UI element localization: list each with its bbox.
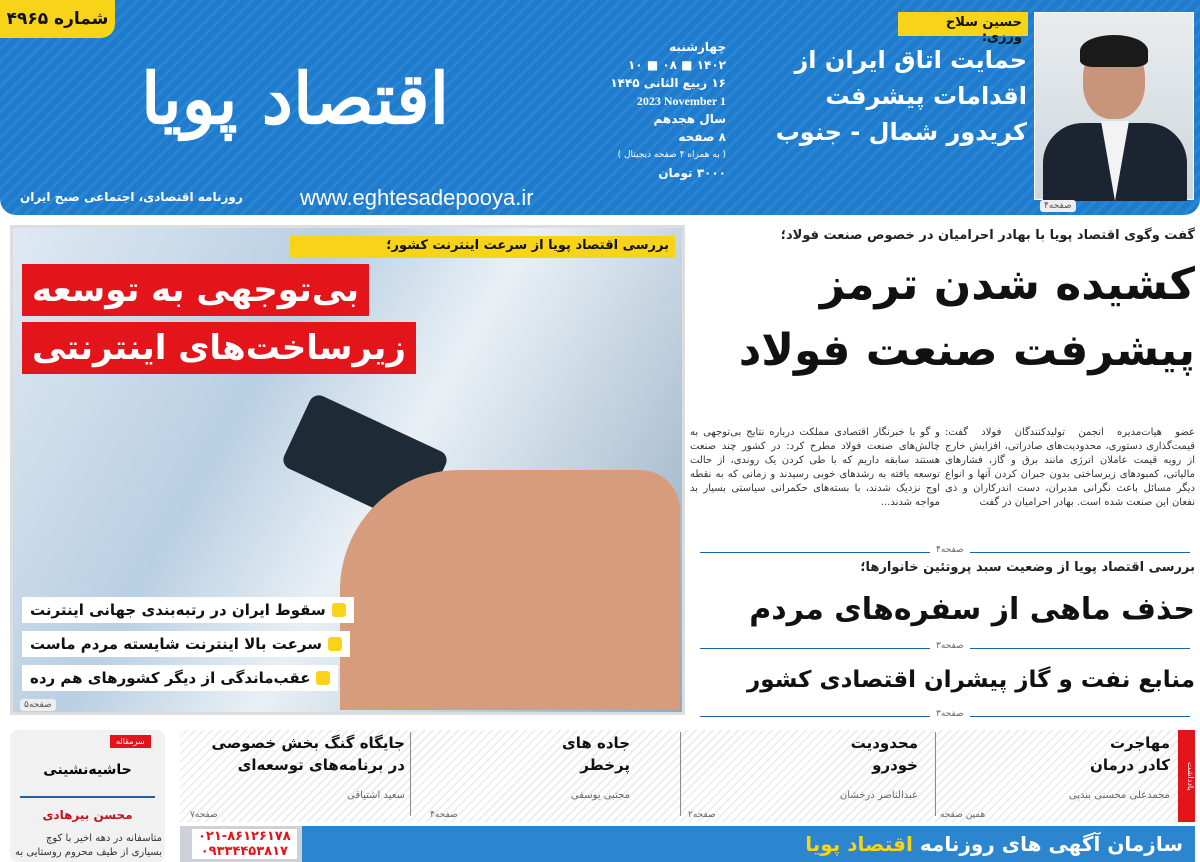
note-item[interactable]: [688, 732, 918, 820]
ad-phone: ۰۲۱-۸۶۱۲۶۱۷۸: [198, 829, 291, 844]
ad-title: [805, 832, 1183, 856]
editorial-author: محسن بیرهادی: [42, 808, 133, 822]
story3-headline[interactable]: منابع نفت و گاز پیشران اقتصادی کشور: [747, 667, 1195, 693]
body-column: عضو هیات‌مدیره انجمن تولیدکنندگان فولاد گفت: قیمت‌گذاری دستوری، محدودیت‌های صادراتی، افزایش خارج از رویه قیمت عاملان انرژی مانند برق و گاز، فشارهای مالیاتی، کمبودهای زیرساختی بدون جبران کردن آنها و انواع دیگر مسائل باعث نگرانی مدیران، دست اندرکاران و ذی نفعان این صنعت شده است. بهادر احرامیان در گفت: [945, 427, 1195, 508]
price: ۳۰۰۰ تومان: [658, 166, 726, 180]
hands-image: [340, 470, 680, 710]
image-story-kicker: بررسی اقتصاد پویا از سرعت اینترنت کشور؛: [290, 236, 675, 258]
editorial-tag: سرمقاله: [110, 735, 151, 748]
bullet-text: سرعت بالا اینترنت شایسته مردم ماست: [30, 635, 322, 653]
bullet-icon: [316, 671, 330, 685]
issue-number: شماره ۴۹۶۵: [0, 0, 115, 38]
weekday: چهارشنبه: [669, 40, 726, 54]
bullet-item: [22, 665, 338, 691]
notes-tag: یادداشت: [1178, 730, 1195, 822]
divider: [680, 732, 681, 816]
bullet-icon: [332, 603, 346, 617]
image-story-headline-1[interactable]: بی‌توجهی به توسعه: [22, 264, 369, 316]
note-item[interactable]: [940, 732, 1170, 820]
divider: [20, 796, 155, 798]
tagline: روزنامه اقتصادی، اجتماعی صبح ایران: [20, 190, 243, 204]
divider: [935, 732, 936, 816]
ad-brand: اقتصاد پویا: [805, 832, 913, 856]
digital-pages: ( به همراه ۴ صفحه دیجیتال ): [617, 150, 726, 160]
divider: [700, 545, 1190, 555]
ad-banner[interactable]: [180, 826, 1195, 862]
note-item[interactable]: [190, 732, 405, 820]
story2-kicker: بررسی اقتصاد پویا از وضعیت سبد پروتئین خانوارها؛: [860, 560, 1195, 575]
page-ref: صفحه۳: [930, 709, 970, 719]
page-ref: صفحه۴: [930, 545, 970, 555]
main-headline[interactable]: کشیده شدن ترمز پیشرفت صنعت فولاد: [738, 259, 1195, 376]
newspaper-logo: اقتصاد پویا: [140, 57, 450, 140]
note-title: مهاجرت کادر درمان: [1090, 734, 1170, 774]
ad-title-prefix: سازمان آگهی های روزنامه: [919, 832, 1183, 856]
editorial-title[interactable]: حاشیه‌نشینی: [43, 762, 132, 778]
date-solar: ۱۴۰۲ ■ ۰۸ ■ ۱۰: [627, 58, 726, 72]
date-gregorian: 2023 November 1: [636, 94, 726, 108]
note-title: جایگاه گنگ بخش خصوصی در برنامه‌های توسعه‌ای: [211, 734, 405, 774]
ad-phone: ۰۹۳۳۴۴۵۳۸۱۷: [200, 844, 288, 859]
ad-phones: [192, 829, 297, 859]
page-ref: صفحه۵: [20, 699, 56, 711]
editorial-text: متاسفانه در دهه اخیر با کوچ بسیاری از طیف محروم روستایی به: [15, 833, 162, 858]
page-ref: صفحه۴: [430, 810, 458, 820]
bullet-item: [22, 597, 354, 623]
note-author: محمدعلی محسنی بندپی: [1068, 790, 1170, 801]
top-story-kicker: حسین سلاح ورزی:: [898, 12, 1028, 36]
bullet-text: عقب‌ماندگی از دیگر کشورهای هم رده: [30, 669, 311, 687]
note-title: محدودیت خودرو: [850, 734, 918, 774]
note-author: سعید اشتیاقی: [346, 790, 405, 801]
main-story-kicker: گفت وگوی اقتصاد پویا با بهادر احرامیان در خصوص صنعت فولاد؛: [780, 228, 1195, 243]
divider: [700, 709, 1190, 719]
page-ref: صفحه۲: [688, 810, 716, 820]
page-ref: صفحه۴: [1040, 200, 1076, 212]
note-author: عبدالناصر درخشان: [839, 790, 918, 801]
top-story-headline[interactable]: حمایت اتاق ایران از اقدامات پیشرفت کریدور شمال - جنوب: [775, 46, 1027, 146]
page-ref: صفحه۷: [190, 810, 218, 820]
bullet-text: سقوط ایران در رتبه‌بندی جهانی اینترنت: [30, 601, 326, 619]
bullet-icon: [328, 637, 342, 651]
page-count: ۸ صفحه: [678, 130, 726, 144]
story2-headline[interactable]: حذف ماهی از سفره‌های مردم: [749, 592, 1195, 627]
bullet-item: [22, 631, 350, 657]
note-item[interactable]: [430, 732, 630, 820]
page-ref: صفحه۳: [930, 641, 970, 651]
body-column: و گو با خبرنگار اقتصادی مملکت درباره نتایج بی‌توجهی به چالش‌های صنعت فولاد مطرح کرد: در کشور چند صنعت هستند سابقه داریم که با طی کردن یک روندی، از حالت توسعه یافته به رشدهای خوبی رسیدند و زمانی که به نقطه اوج نزدیک شدند، با بسته‌های حکمرانی سیاستی بسیار بد مواجه شدند...: [690, 427, 940, 508]
date-lunar: ۱۶ ربیع الثانی ۱۴۴۵: [610, 76, 726, 90]
divider: [700, 641, 1190, 651]
divider: [410, 732, 411, 816]
website-link[interactable]: www.eghtesadepooya.ir: [300, 185, 534, 210]
note-author: مجتبی یوسفی: [570, 790, 630, 801]
year: سال هجدهم: [653, 112, 726, 126]
note-title: جاده های پرخطر: [562, 734, 630, 774]
portrait-photo: [1034, 12, 1194, 200]
image-story-headline-2[interactable]: زیرساخت‌های اینترنتی: [22, 322, 416, 374]
date-block: [596, 38, 726, 182]
page-ref: همین صفحه: [940, 810, 986, 820]
